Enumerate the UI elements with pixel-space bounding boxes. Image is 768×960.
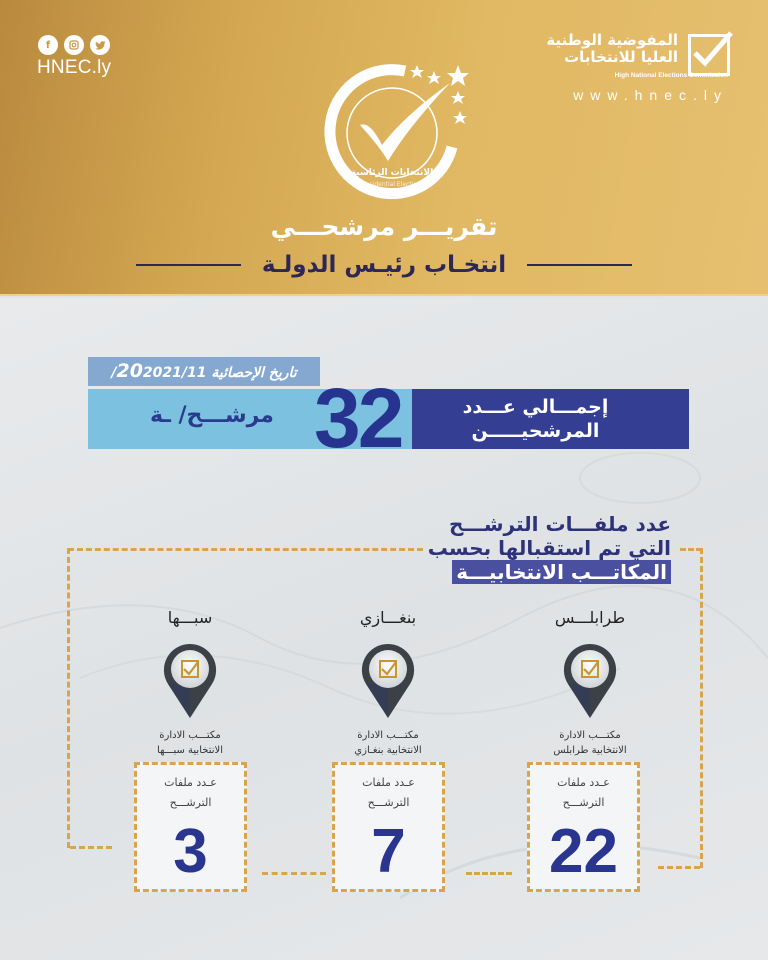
dashed-connector bbox=[658, 866, 700, 869]
map-pin-icon bbox=[560, 642, 620, 720]
count-box-sabha bbox=[134, 762, 247, 892]
office-description: مكتـــب الادارة الانتخابية طرابلس bbox=[553, 730, 627, 756]
org-logo bbox=[546, 31, 730, 112]
total-candidates-label: إجمـــالي عـــدد المرشحيـــــن bbox=[412, 389, 689, 449]
office-description: مكتـــب الادارة الانتخابية سبـــها bbox=[157, 730, 223, 756]
count-label: عـدد ملفات الترشـــح bbox=[164, 776, 217, 809]
social-links bbox=[38, 35, 110, 55]
report-subtitle-row bbox=[136, 247, 632, 283]
dashed-connector bbox=[68, 548, 423, 551]
count-value: 22 bbox=[549, 817, 618, 886]
org-name-english: High National Elections Commission bbox=[614, 72, 728, 79]
instagram-icon[interactable] bbox=[64, 35, 84, 55]
map-pin-icon bbox=[358, 642, 418, 720]
dashed-connector bbox=[466, 872, 512, 875]
dashed-connector bbox=[680, 548, 702, 551]
map-pin-icon bbox=[160, 642, 220, 720]
header-banner bbox=[0, 0, 768, 296]
section-heading: عدد ملفـــات الترشـــح التي تم استقبالها بحسب المكاتـــب الانتخابيـــة bbox=[427, 512, 671, 584]
office-tripoli bbox=[520, 608, 660, 758]
facebook-icon[interactable]: f bbox=[38, 35, 58, 55]
count-box-benghazi bbox=[332, 762, 445, 892]
dashed-connector bbox=[262, 872, 326, 875]
office-benghazi bbox=[318, 608, 458, 758]
count-box-tripoli bbox=[527, 762, 640, 892]
svg-text:Presidential Elections: Presidential Elections bbox=[360, 181, 424, 188]
hnec-handle[interactable]: HNEC.ly bbox=[37, 57, 112, 78]
checkbox-logo-icon bbox=[688, 34, 730, 76]
report-subtitle: انتخـاب رئيـس الدولـة bbox=[261, 252, 507, 278]
svg-text:الانتخابات الرئاسية: الانتخابات الرئاسية bbox=[350, 168, 434, 178]
office-description: مكتـــب الادارة الانتخابية بنغـازي bbox=[354, 730, 422, 756]
count-value: 7 bbox=[371, 817, 406, 886]
divider bbox=[136, 264, 241, 266]
report-title: تقريـــر مرشحـــي bbox=[270, 212, 498, 241]
dashed-connector bbox=[67, 548, 70, 848]
divider bbox=[527, 264, 632, 266]
dashed-connector bbox=[700, 548, 703, 868]
presidential-elections-emblem-icon bbox=[310, 55, 480, 200]
dashed-connector bbox=[70, 846, 112, 849]
count-label: عـدد ملفات الترشـــح bbox=[557, 776, 610, 809]
twitter-icon[interactable] bbox=[90, 35, 110, 55]
org-url[interactable]: www.hnec.ly bbox=[573, 87, 728, 103]
office-city: طرابلـــس bbox=[554, 608, 626, 627]
office-city: بنغـــازي bbox=[359, 608, 417, 627]
candidate-unit: مرشـــح/ ـة bbox=[150, 403, 274, 428]
office-sabha bbox=[120, 608, 260, 758]
total-candidates-count: 32 bbox=[314, 371, 402, 465]
count-value: 3 bbox=[173, 817, 208, 886]
count-label: عـدد ملفات الترشـــح bbox=[362, 776, 415, 809]
office-city: سبـــها bbox=[167, 608, 213, 627]
org-name-arabic: المفوضية الوطنية العليا للانتخابات bbox=[546, 31, 678, 66]
statistics-date: تاريخ الإحصائية 202021/11/ bbox=[88, 357, 320, 386]
